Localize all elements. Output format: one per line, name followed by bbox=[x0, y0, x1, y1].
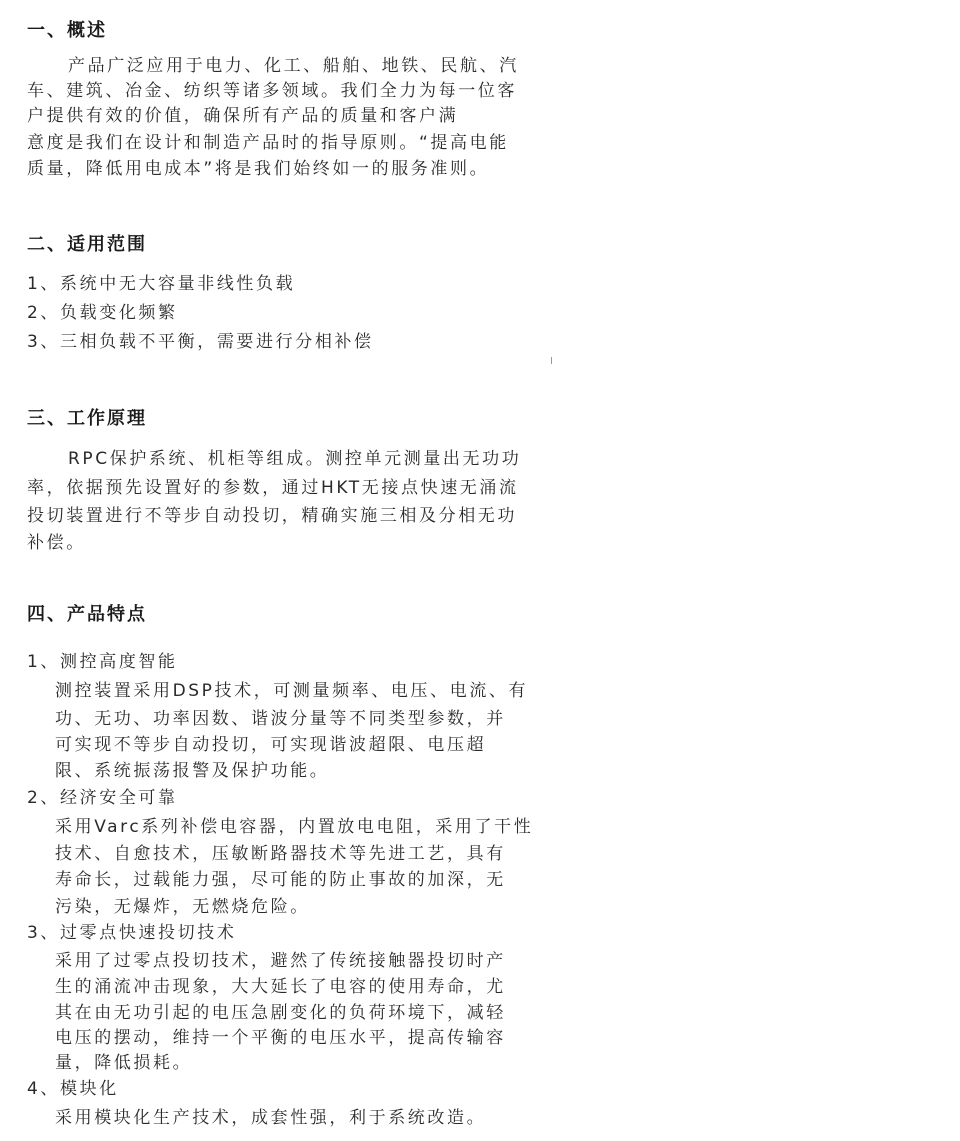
feature-2-line-1: 采用Varc系列补偿电容器，内置放电电阻，采用了干性 bbox=[55, 817, 534, 837]
feature-1-line-1: 测控装置采用DSP技术，可测量频率、电压、电流、有 bbox=[55, 681, 529, 701]
scope-item-2: 2、负载变化频繁 bbox=[27, 303, 178, 323]
section-heading-features: 四、产品特点 bbox=[27, 604, 147, 625]
stray-mark bbox=[551, 357, 552, 364]
overview-line-1: 产品广泛应用于电力、化工、船舶、地铁、民航、汽 bbox=[68, 56, 519, 76]
feature-title-2: 2、经济安全可靠 bbox=[27, 788, 178, 808]
feature-3-line-5: 量，降低损耗。 bbox=[55, 1053, 193, 1073]
section-heading-overview: 一、概述 bbox=[27, 20, 107, 41]
feature-4-line-1: 采用模块化生产技术，成套性强，利于系统改造。 bbox=[55, 1108, 487, 1128]
feature-title-4: 4、模块化 bbox=[27, 1079, 119, 1099]
feature-2-line-3: 寿命长，过载能力强，尽可能的防止事故的加深，无 bbox=[55, 870, 506, 890]
principle-line-3: 投切装置进行不等步自动投切，精确实施三相及分相无功 bbox=[27, 506, 517, 526]
feature-3-line-4: 电压的摆动，维持一个平衡的电压水平，提高传输容 bbox=[55, 1028, 506, 1048]
feature-3-line-1: 采用了过零点投切技术，避然了传统接触器投切时产 bbox=[55, 951, 506, 971]
feature-1-line-3: 可实现不等步自动投切，可实现谐波超限、电压超 bbox=[55, 735, 487, 755]
principle-line-1: RPC保护系统、机柜等组成。测控单元测量出无功功 bbox=[68, 449, 522, 469]
overview-line-4: 意度是我们在设计和制造产品时的指导原则。“提高电能 bbox=[27, 133, 509, 153]
scope-item-3: 3、三相负载不平衡，需要进行分相补偿 bbox=[27, 332, 374, 352]
feature-title-3: 3、过零点快速投切技术 bbox=[27, 923, 237, 943]
feature-3-line-3: 其在由无功引起的电压急剧变化的负荷环境下，减轻 bbox=[55, 1003, 506, 1023]
scope-item-1: 1、系统中无大容量非线性负载 bbox=[27, 274, 296, 294]
overview-line-5: 质量，降低用电成本”将是我们始终如一的服务准则。 bbox=[27, 159, 490, 179]
feature-1-line-4: 限、系统振荡报警及保护功能。 bbox=[55, 761, 330, 781]
section-heading-principle: 三、工作原理 bbox=[27, 408, 147, 429]
feature-1-line-2: 功、无功、功率因数、谐波分量等不同类型参数，并 bbox=[55, 709, 506, 729]
overview-line-2: 车、建筑、冶金、纺织等诸多领域。我们全力为每一位客 bbox=[27, 81, 517, 101]
principle-line-2: 率，依据预先设置好的参数，通过HKT无接点快速无涌流 bbox=[27, 478, 519, 498]
feature-2-line-4: 污染，无爆炸，无燃烧危险。 bbox=[55, 897, 310, 917]
feature-3-line-2: 生的涌流冲击现象，大大延长了电容的使用寿命，尤 bbox=[55, 977, 506, 997]
section-heading-scope: 二、适用范围 bbox=[27, 234, 147, 255]
overview-line-3: 户提供有效的价值，确保所有产品的质量和客户满 bbox=[27, 106, 459, 126]
feature-title-1: 1、测控高度智能 bbox=[27, 652, 178, 672]
feature-2-line-2: 技术、自愈技术，压敏断路器技术等先进工艺，具有 bbox=[55, 844, 506, 864]
principle-line-4: 补偿。 bbox=[27, 533, 86, 553]
